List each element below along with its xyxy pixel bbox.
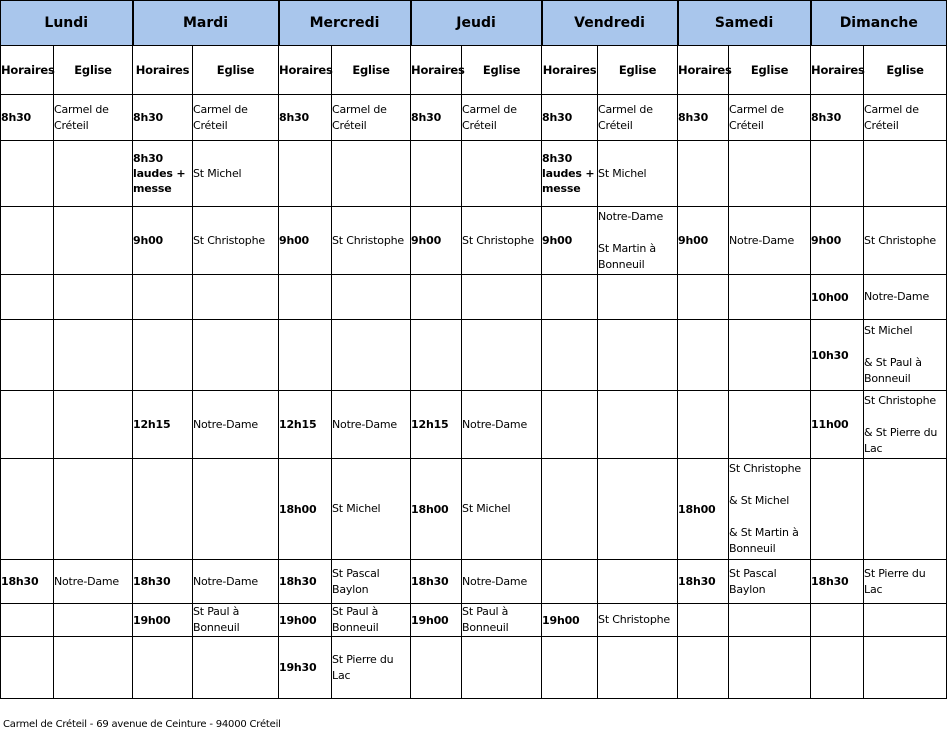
time-cell: 18h00 xyxy=(411,459,462,560)
time-cell xyxy=(678,320,729,391)
schedule-row xyxy=(1,207,947,275)
column-header-eglise: Eglise xyxy=(462,46,542,95)
church-cell xyxy=(462,560,542,604)
time-cell xyxy=(411,141,462,207)
time-cell: 18h30 xyxy=(133,560,193,604)
church-cell xyxy=(332,391,411,459)
church-name: St Michel xyxy=(332,502,381,515)
day-header: Lundi xyxy=(1,1,133,46)
time-cell xyxy=(542,391,598,459)
time-cell xyxy=(1,275,54,320)
time-cell: 8h30 xyxy=(678,95,729,141)
church-name: St Christophe xyxy=(462,233,534,247)
time-cell: 12h15 xyxy=(279,391,332,459)
line-gap xyxy=(864,339,946,355)
church-name: Notre-Dame xyxy=(598,209,664,223)
church-cell xyxy=(54,637,133,699)
church-name: St Pascal Baylon xyxy=(729,566,777,596)
church-cell xyxy=(864,459,947,560)
time-cell xyxy=(1,320,54,391)
church-name: St Paul à Bonneuil xyxy=(332,605,379,634)
church-cell xyxy=(462,459,542,560)
church-cell xyxy=(729,207,811,275)
time-cell: 18h30 xyxy=(811,560,864,604)
time-cell xyxy=(133,320,193,391)
church-cell xyxy=(598,604,678,637)
church-name: St Michel xyxy=(598,166,647,180)
time-cell: 8h30 xyxy=(279,95,332,141)
time-cell: 19h00 xyxy=(133,604,193,637)
time-cell: 18h30 xyxy=(678,560,729,604)
church-cell xyxy=(729,637,811,699)
church-name: Carmel de Créteil xyxy=(332,102,387,132)
church-cell xyxy=(193,604,279,637)
schedule-row xyxy=(1,560,947,604)
church-cell xyxy=(864,207,947,275)
line-gap xyxy=(864,409,946,425)
church-cell xyxy=(332,459,411,560)
time-cell xyxy=(133,275,193,320)
time-cell: 18h00 xyxy=(279,459,332,560)
time-cell: 12h15 xyxy=(411,391,462,459)
church-name: St Michel xyxy=(462,502,511,515)
church-name: Notre-Dame xyxy=(193,417,258,431)
church-cell xyxy=(54,275,133,320)
church-cell xyxy=(193,207,279,275)
time-cell: 19h00 xyxy=(542,604,598,637)
column-header-horaires: Horaires xyxy=(279,46,332,95)
time-cell xyxy=(1,637,54,699)
church-name: Notre-Dame xyxy=(729,233,795,247)
time-cell xyxy=(811,604,864,637)
church-cell xyxy=(462,275,542,320)
church-name: St Paul à Bonneuil xyxy=(462,605,509,634)
time-cell: 9h00 xyxy=(411,207,462,275)
church-name: & St Pierre du Lac xyxy=(864,425,938,455)
schedule-row xyxy=(1,459,947,560)
church-cell xyxy=(54,207,133,275)
church-name: Notre-Dame xyxy=(54,574,119,588)
church-cell xyxy=(54,459,133,560)
church-cell xyxy=(864,637,947,699)
church-name: Notre-Dame xyxy=(462,417,528,431)
church-name: Notre-Dame xyxy=(462,574,528,588)
day-header: Samedi xyxy=(678,1,811,46)
time-cell: 18h30 xyxy=(279,560,332,604)
church-cell xyxy=(193,391,279,459)
time-cell xyxy=(542,275,598,320)
time-cell: 8h30 laudes + messe xyxy=(133,141,193,207)
church-name: Carmel de Créteil xyxy=(193,102,248,132)
time-cell xyxy=(811,637,864,699)
church-cell xyxy=(864,141,947,207)
time-cell xyxy=(1,459,54,560)
church-name: Carmel de Créteil xyxy=(729,102,784,132)
time-cell xyxy=(678,275,729,320)
time-cell xyxy=(542,637,598,699)
time-cell: 8h30 laudes + messe xyxy=(542,141,598,207)
church-name: St Michel xyxy=(193,166,242,180)
church-name: St Christophe xyxy=(332,233,404,247)
church-cell xyxy=(332,275,411,320)
day-header: Mardi xyxy=(133,1,279,46)
church-name: Carmel de Créteil xyxy=(54,102,109,132)
church-cell xyxy=(332,560,411,604)
church-cell xyxy=(729,275,811,320)
church-cell xyxy=(54,141,133,207)
church-cell xyxy=(598,95,678,141)
church-cell xyxy=(598,391,678,459)
church-cell xyxy=(729,320,811,391)
church-cell xyxy=(864,560,947,604)
church-cell xyxy=(598,275,678,320)
schedule-row xyxy=(1,604,947,637)
church-cell xyxy=(54,95,133,141)
time-cell xyxy=(1,141,54,207)
church-name: St Pierre du Lac xyxy=(864,566,926,596)
church-cell xyxy=(598,320,678,391)
time-cell xyxy=(678,604,729,637)
time-cell xyxy=(279,275,332,320)
church-cell xyxy=(864,391,947,459)
church-name: Notre-Dame xyxy=(864,290,930,303)
column-header-eglise: Eglise xyxy=(332,46,411,95)
time-cell xyxy=(1,207,54,275)
church-cell xyxy=(193,275,279,320)
time-cell: 10h00 xyxy=(811,275,864,320)
column-header-horaires: Horaires xyxy=(811,46,864,95)
church-name: St Paul à Bonneuil xyxy=(193,605,240,634)
day-header-row xyxy=(1,1,947,46)
church-name: St Pierre du Lac xyxy=(332,652,394,682)
time-cell xyxy=(411,320,462,391)
time-cell: 19h00 xyxy=(411,604,462,637)
schedule-row xyxy=(1,95,947,141)
church-cell xyxy=(598,459,678,560)
church-cell xyxy=(193,637,279,699)
church-name: Carmel de Créteil xyxy=(598,102,653,132)
time-cell: 9h00 xyxy=(542,207,598,275)
church-name: St Martin à Bonneuil xyxy=(598,241,656,271)
church-name: St Christophe xyxy=(864,233,936,247)
church-cell xyxy=(598,560,678,604)
time-cell xyxy=(133,637,193,699)
church-name: St Pascal Baylon xyxy=(332,566,380,596)
church-cell xyxy=(729,604,811,637)
church-cell xyxy=(54,560,133,604)
church-cell xyxy=(729,459,811,560)
schedule-row xyxy=(1,391,947,459)
time-cell: 18h30 xyxy=(1,560,54,604)
sub-header-row xyxy=(1,46,947,95)
footer-address: Carmel de Créteil - 69 avenue de Ceinture - 94000 Créteil xyxy=(3,719,281,730)
church-cell xyxy=(54,604,133,637)
church-name: St Michel xyxy=(864,324,913,337)
church-cell xyxy=(332,141,411,207)
line-gap xyxy=(729,477,810,493)
time-cell xyxy=(678,391,729,459)
church-cell xyxy=(729,141,811,207)
schedule-body xyxy=(1,95,947,699)
church-cell xyxy=(193,320,279,391)
church-name: Notre-Dame xyxy=(332,417,397,431)
time-cell: 19h00 xyxy=(279,604,332,637)
church-cell xyxy=(864,275,947,320)
time-cell: 10h30 xyxy=(811,320,864,391)
column-header-horaires: Horaires xyxy=(542,46,598,95)
church-cell xyxy=(462,391,542,459)
time-cell: 18h00 xyxy=(678,459,729,560)
column-header-eglise: Eglise xyxy=(193,46,279,95)
church-cell xyxy=(193,141,279,207)
church-cell xyxy=(332,604,411,637)
column-header-eglise: Eglise xyxy=(54,46,133,95)
church-cell xyxy=(598,207,678,275)
time-cell: 9h00 xyxy=(811,207,864,275)
church-cell xyxy=(332,320,411,391)
time-cell: 12h15 xyxy=(133,391,193,459)
church-name: St Christophe xyxy=(729,462,801,475)
time-cell xyxy=(811,141,864,207)
church-cell xyxy=(193,95,279,141)
church-name: Notre-Dame xyxy=(193,574,258,588)
time-cell: 8h30 xyxy=(133,95,193,141)
time-cell xyxy=(1,604,54,637)
church-cell xyxy=(864,320,947,391)
church-name: St Christophe xyxy=(193,233,265,247)
day-header: Vendredi xyxy=(542,1,678,46)
time-cell: 9h00 xyxy=(133,207,193,275)
day-header: Jeudi xyxy=(411,1,542,46)
schedule-row xyxy=(1,275,947,320)
column-header-horaires: Horaires xyxy=(133,46,193,95)
church-cell xyxy=(54,391,133,459)
church-cell xyxy=(462,637,542,699)
time-cell xyxy=(1,391,54,459)
time-cell xyxy=(678,637,729,699)
time-cell: 8h30 xyxy=(1,95,54,141)
time-cell xyxy=(279,141,332,207)
church-cell xyxy=(462,320,542,391)
church-cell xyxy=(729,391,811,459)
column-header-horaires: Horaires xyxy=(1,46,54,95)
column-header-eglise: Eglise xyxy=(864,46,947,95)
time-cell xyxy=(542,459,598,560)
time-cell xyxy=(542,320,598,391)
church-name: Carmel de Créteil xyxy=(864,102,919,132)
church-name: & St Michel xyxy=(729,494,790,507)
church-cell xyxy=(54,320,133,391)
schedule-row xyxy=(1,141,947,207)
time-cell: 19h30 xyxy=(279,637,332,699)
time-cell xyxy=(678,141,729,207)
schedule-row xyxy=(1,637,947,699)
column-header-horaires: Horaires xyxy=(678,46,729,95)
church-name: St Christophe xyxy=(598,613,670,626)
time-cell: 8h30 xyxy=(411,95,462,141)
church-cell xyxy=(332,207,411,275)
line-gap xyxy=(729,509,810,525)
church-cell xyxy=(598,637,678,699)
time-cell: 8h30 xyxy=(811,95,864,141)
church-name: & St Paul à Bonneuil xyxy=(864,356,922,385)
day-header: Mercredi xyxy=(279,1,411,46)
church-cell xyxy=(598,141,678,207)
church-cell xyxy=(864,95,947,141)
column-header-horaires: Horaires xyxy=(411,46,462,95)
church-name: St Christophe xyxy=(864,393,936,407)
time-cell: 11h00 xyxy=(811,391,864,459)
time-cell xyxy=(411,275,462,320)
time-cell xyxy=(811,459,864,560)
church-cell xyxy=(864,604,947,637)
time-cell xyxy=(542,560,598,604)
column-header-eglise: Eglise xyxy=(598,46,678,95)
church-cell xyxy=(332,95,411,141)
church-cell xyxy=(462,141,542,207)
time-cell: 9h00 xyxy=(279,207,332,275)
church-name: & St Martin à Bonneuil xyxy=(729,526,799,555)
time-cell: 9h00 xyxy=(678,207,729,275)
church-cell xyxy=(332,637,411,699)
schedule-row xyxy=(1,320,947,391)
church-name: Carmel de Créteil xyxy=(462,102,517,132)
church-cell xyxy=(462,207,542,275)
time-cell xyxy=(133,459,193,560)
time-cell: 8h30 xyxy=(542,95,598,141)
church-cell xyxy=(729,560,811,604)
church-cell xyxy=(193,459,279,560)
church-cell xyxy=(462,604,542,637)
time-cell xyxy=(279,320,332,391)
time-cell: 18h30 xyxy=(411,560,462,604)
column-header-eglise: Eglise xyxy=(729,46,811,95)
church-cell xyxy=(193,560,279,604)
line-gap xyxy=(598,225,677,241)
time-cell xyxy=(411,637,462,699)
church-cell xyxy=(462,95,542,141)
church-cell xyxy=(729,95,811,141)
day-header: Dimanche xyxy=(811,1,947,46)
